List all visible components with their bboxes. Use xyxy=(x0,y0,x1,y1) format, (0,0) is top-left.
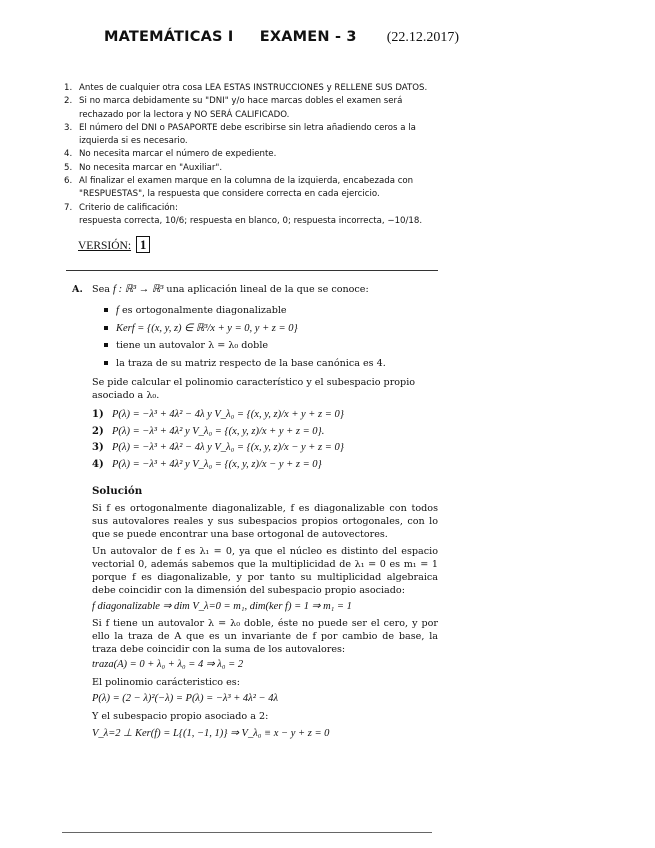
solution-paragraph: El polinomio carácteristico es: xyxy=(92,677,240,688)
bullet-icon xyxy=(104,361,108,365)
answer-option: 1) P(λ) = −λ³ + 4λ² − 4λ y V_λ₀ = {(x, y, z)/x + y + z = 0} xyxy=(92,409,344,420)
bullet-icon xyxy=(104,308,108,312)
solution-formula: P(λ) = (2 − λ)²(−λ) = P(λ) = −λ³ + 4λ² − 4λ xyxy=(92,693,279,704)
question-letter: A. xyxy=(72,284,83,295)
solution-title: Solución xyxy=(92,485,143,497)
instruction-item: 2. Si no marca debidamente su "DNI" y/o hace marcas dobles el examen será rechazado por la lectora y NO SERÁ CALIFICADO. xyxy=(64,96,403,120)
given-conditions xyxy=(104,304,386,374)
instruction-item: 5. No necesita marcar en "Auxiliar". xyxy=(64,162,223,173)
exam-date: (22.12.2017) xyxy=(386,30,460,45)
solution-formula: f diagonalizable ⇒ dim V_λ=0 = m₁, dim(ker f) = 1 ⇒ m₁ = 1 xyxy=(92,601,352,612)
answer-options xyxy=(92,406,344,472)
bullet-icon xyxy=(104,326,108,330)
solution-paragraph: Un autovalor de f es λ₁ = 0, ya que el núcleo es distinto del espacio vectorial 0, además sabemos que la multiplicidad de λ₁ = 0 es m₁ = 1 porque f es diagonalizable, y por tanto su multiplicidad algebraica debe coincidir con la dimensión del subespacio propio asociado: xyxy=(92,546,438,597)
condition-item: tiene un autovalor λ = λ₀ doble xyxy=(104,339,386,357)
bullet-icon xyxy=(104,343,108,347)
instruction-item: 6. Al finalizar el examen marque en la columna de la izquierda, encabezada con "RESPUESTAS", la respuesta que considere correcta en cada ejercicio. xyxy=(64,176,414,200)
version-label: VERSIÓN: xyxy=(78,240,132,252)
question-ask: Se pide calcular el polinomio característico y el subespacio propio asociado a λ₀. xyxy=(92,377,416,402)
instruction-item: 7. Criterio de calificación: respuesta correcta, 10/6; respuesta en blanco, 0; respuesta incorrecta, −10/18. xyxy=(64,202,423,226)
answer-option: 4) P(λ) = −λ³ + 4λ² y V_λ₀ = {(x, y, z)/x − y + z = 0} xyxy=(92,458,322,470)
footer-divider xyxy=(62,832,432,833)
instruction-item: 3. El número del DNI o PASAPORTE debe escribirse sin letra añadiendo ceros a la izquierda si es necesario. xyxy=(64,122,416,147)
solution-paragraph: Si f tiene un autovalor λ = λ₀ doble, éste no puede ser el cero, y por ello la traza de A que es un invariante de f por cambio de base, la traza debe coincidir con la suma de los autovalores: xyxy=(92,618,438,656)
exam-header xyxy=(104,28,459,46)
exam-title: MATEMÁTICAS I EXAMEN - 3 xyxy=(104,29,357,45)
solution-formula: traza(A) = 0 + λ₀ + λ₀ = 4 ⇒ λ₀ = 2 xyxy=(92,659,244,670)
answer-option: 3) P(λ) = −λ³ + 4λ² − 4λ y V_λ₀ = {(x, y, z)/x − y + z = 0} xyxy=(92,442,344,453)
version-indicator xyxy=(78,236,150,253)
answer-option: 2) P(λ) = −λ³ + 4λ² y V_λ₀ = {(x, y, z)/x + y + z = 0}. xyxy=(92,425,325,437)
divider xyxy=(66,270,438,271)
version-box: 1 xyxy=(136,236,151,253)
instructions-list xyxy=(64,82,444,228)
instruction-item: 4. No necesita marcar el número de expediente. xyxy=(64,149,277,160)
solution-formula: V_λ=2 ⊥ Ker(f) = L{(1, −1, 1)} ⇒ V_λ₀ ≡ x − y + z = 0 xyxy=(92,728,330,739)
condition-item: la traza de su matriz respecto de la base canónica es 4. xyxy=(104,357,386,375)
instruction-item: 1. Antes de cualquier otra cosa LEA ESTAS INSTRUCCIONES y RELLENE SUS DATOS. xyxy=(64,83,428,93)
condition-item: Kerf = {(x, y, z) ∈ ℝ³/x + y = 0, y + z = 0} xyxy=(104,322,386,340)
condition-item: f es ortogonalmente diagonalizable xyxy=(104,304,386,322)
solution-paragraph: Y el subespacio propio asociado a 2: xyxy=(92,711,269,722)
solution-paragraph: Si f es ortogonalmente diagonalizable, f es diagonalizable con todos sus autovalores reales y sus subespacios propios ortogonales, con lo que se puede encontrar una base ortogonal de autovectores. xyxy=(92,503,438,541)
question-statement: A. Sea f : ℝ³ → ℝ³ una aplicación lineal de la que se conoce: xyxy=(72,284,369,295)
